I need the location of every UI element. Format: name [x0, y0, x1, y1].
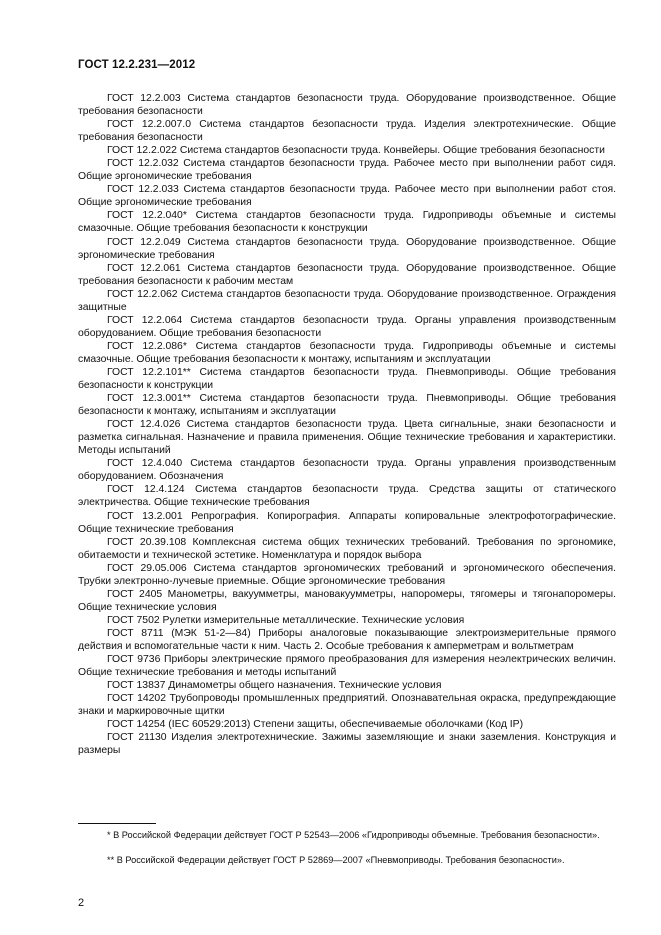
reference-entry: ГОСТ 7502 Рулетки измерительные металлические. Технические условия — [107, 614, 465, 626]
reference-entry: ГОСТ 12.2.033 Система стандартов безопасности труда. Рабочее место при выполнении работ стоя. Общие эргономические требования — [78, 184, 616, 209]
document-header: ГОСТ 12.2.231—2012 — [78, 59, 196, 71]
footnote-1: * В Российской Федерации действует ГОСТ Р 52543—2006 «Гидроприводы объемные. Требования безопасности». — [107, 830, 600, 840]
reference-entry: ГОСТ 12.4.124 Система стандартов безопасности труда. Средства защиты от статического электричества. Общие технические требования — [78, 484, 616, 509]
reference-entry: ГОСТ 12.2.049 Система стандартов безопасности труда. Оборудование производственное. Общие эргономические требования — [78, 236, 616, 261]
reference-entry: ГОСТ 12.2.101** Система стандартов безопасности труда. Пневмоприводы. Общие требования безопасности к конструкции — [78, 366, 616, 392]
normative-references-list — [78, 92, 616, 757]
reference-entry: ГОСТ 12.2.061 Система стандартов безопасности труда. Оборудование производственное. Общие требования безопасности к рабочим местам — [78, 262, 616, 287]
reference-entry: ГОСТ 2405 Манометры, вакуумметры, мановакуумметры, напоромеры, тягомеры и тягонапоромеры. Общие технические условия — [78, 588, 616, 613]
reference-entry: ГОСТ 12.2.062 Система стандартов безопасности труда. Оборудование производственное. Ограждения защитные — [78, 288, 616, 313]
reference-entry: ГОСТ 12.2.064 Система стандартов безопасности труда. Органы управления производственным оборудованием. Общие требования безопасности — [78, 314, 616, 339]
reference-entry: ГОСТ 12.2.022 Система стандартов безопасности труда. Конвейеры. Общие требования безопасности — [107, 145, 605, 157]
footnote-separator — [78, 823, 156, 824]
reference-entry: ГОСТ 29.05.006 Система стандартов эргономических требований и эргономического обеспечения. Трубки электронно-лучевые приемные. Общие эргономические требования — [78, 562, 616, 587]
reference-entry: ГОСТ 12.4.040 Система стандартов безопасности труда. Органы управления производственным оборудованием. Обозначения — [78, 458, 616, 483]
reference-entry: ГОСТ 13.2.001 Репрография. Копирография. Аппараты копировальные электрофотографические. Общие технические требования — [78, 510, 616, 535]
reference-entry: ГОСТ 12.2.007.0 Система стандартов безопасности труда. Изделия электротехнические. Общие требования безопасности — [78, 119, 616, 144]
reference-entry: ГОСТ 12.2.086* Система стандартов безопасности труда. Гидроприводы объемные и системы смазочные. Общие требования безопасности к монтажу, испытаниям и эксплуатации — [78, 340, 616, 365]
page-number: 2 — [78, 897, 85, 909]
reference-entry: ГОСТ 14202 Трубопроводы промышленных предприятий. Опознавательная окраска, предупреждающие знаки и маркировочные щитки — [78, 693, 616, 718]
reference-entry: ГОСТ 21130 Изделия электротехнические. Зажимы заземляющие и знаки заземления. Конструкция и размеры — [78, 732, 616, 757]
reference-entry: ГОСТ 20.39.108 Комплексная система общих технических требований. Требования по эргономике, обитаемости и технической эстетике. Номенклатура и порядок выбора — [78, 536, 616, 561]
footnote-2: ** В Российской Федерации действует ГОСТ Р 52869—2007 «Пневмоприводы. Требования безопасности». — [107, 855, 565, 865]
reference-entry: ГОСТ 12.4.026 Система стандартов безопасности труда. Цвета сигнальные, знаки безопасности и разметка сигнальная. Назначение и правила применения. Общие технические требования и характеристики. Методы испытаний — [78, 419, 616, 457]
reference-entry: ГОСТ 12.2.032 Система стандартов безопасности труда. Рабочее место при выполнении работ сидя. Общие эргономические требования — [78, 158, 616, 183]
reference-entry: ГОСТ 12.2.040* Система стандартов безопасности труда. Гидроприводы объемные и системы смазочные. Общие требования безопасности к конструкции — [78, 210, 616, 235]
reference-entry: ГОСТ 12.3.001** Система стандартов безопасности труда. Пневмоприводы. Общие требования безопасности к монтажу, испытаниям и эксплуатации — [78, 393, 616, 418]
reference-entry: ГОСТ 14254 (IEC 60529:2013) Степени защиты, обеспечиваемые оболочками (Код IP) — [107, 719, 524, 731]
reference-entry: ГОСТ 9736 Приборы электрические прямого преобразования для измерения неэлектрических величин. Общие технические требования и методы испытаний — [78, 654, 616, 679]
reference-entry: ГОСТ 8711 (МЭК 51-2—84) Приборы аналоговые показывающие электроизмерительные прямого действия и вспомогательные части к ним. Часть 2. Особые требования к амперметрам и вольтметрам — [78, 627, 616, 652]
reference-entry: ГОСТ 12.2.003 Система стандартов безопасности труда. Оборудование производственное. Общие требования безопасности — [78, 93, 616, 118]
reference-entry: ГОСТ 13837 Динамометры общего назначения. Технические условия — [107, 680, 442, 692]
